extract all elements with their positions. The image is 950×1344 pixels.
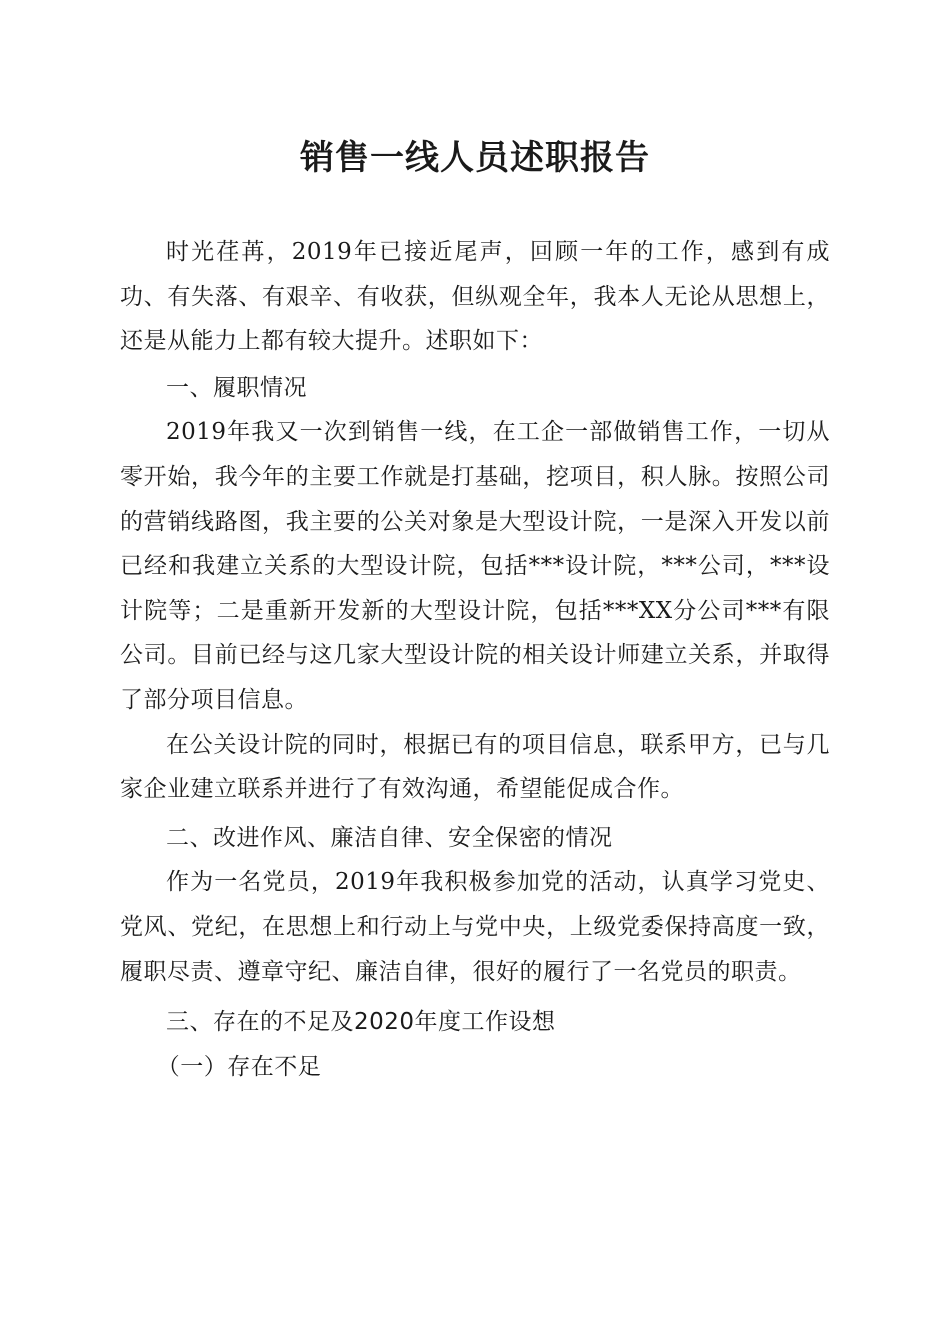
body-paragraph: 在公关设计院的同时，根据已有的项目信息，联系甲方，已与几家企业建立联系并进行了有效沟通，希望能促成合作。 — [120, 731, 830, 803]
body-paragraph: 2019年我又一次到销售一线，在工企一部做销售工作，一切从零开始，我今年的主要工作就是打基础，挖项目，积人脉。按照公司的营销线路图，我主要的公关对象是大型设计院，一是深入开发以前已经和我建立关系的大型设计院，包括***设计院，***公司，***设计院等；二是重新开发新的大型设计院，包括***XX分公司***有限公司。目前已经与这几家大型设计院的相关设计师建立关系，并取得了部分项目信息。 — [120, 419, 830, 713]
section-heading-2: 二、改进作风、廉洁自律、安全保密的情况 — [166, 824, 613, 851]
document-title: 销售一线人员述职报告 — [300, 138, 650, 178]
body-paragraph: 作为一名党员，2019年我积极参加党的活动，认真学习党史、党风、党纪，在思想上和行动上与党中央，上级党委保持高度一致，履职尽责、遵章守纪、廉洁自律，很好的履行了一名党员的职责。 — [120, 869, 830, 985]
document-body — [120, 230, 830, 1089]
section-heading-1: 一、履职情况 — [166, 374, 307, 401]
subsection-heading: （一）存在不足 — [156, 1053, 322, 1080]
intro-paragraph: 时光荏苒，2019年已接近尾声，回顾一年的工作，感到有成功、有失落、有艰辛、有收获，但纵观全年，我本人无论从思想上，还是从能力上都有较大提升。述职如下： — [120, 239, 830, 355]
section-heading-3: 三、存在的不足及2020年度工作设想 — [166, 1009, 556, 1036]
